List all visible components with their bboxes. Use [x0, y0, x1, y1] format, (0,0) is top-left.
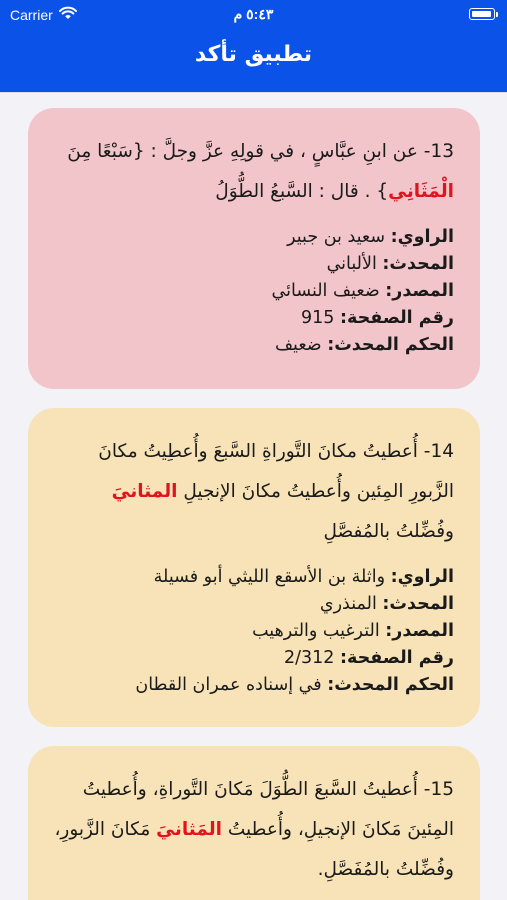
hadith-meta	[54, 564, 454, 699]
hadith-text: 14- أُعطيتُ مكانَ التَّوراةِ السَّبعَ وأُعطِيتُ مكانَ الزَّبورِ المِئين وأُعطيتُ مكانَ الإنجيلِ المثانيَ وفُضِّلتُ بالمُفصَّلِ	[98, 441, 454, 542]
hadith-text: 15- أُعطيتُ السَّبعَ الطُّوَلَ مَكانَ التَّوراةِ، وأُعطيتُ المِئينَ مَكانَ الإنجيلِ، وأُعطيتُ المَثانيَ مَكانَ الزَّبورِ، وفُضِّلتُ بالمُفَصَّلِ.	[54, 779, 454, 880]
hadith-text: 13- عن ابنِ عبَّاسٍ ، في قولِهِ عزَّ وجلَّ : {سَبْعًا مِنَ الْمَثَانِي} . قال : السَّبعُ الطُّوَلُ	[67, 141, 454, 202]
page-row: رقم الصفحة: 915	[301, 308, 454, 328]
ruling-row: الحكم المحدث: في إسناده عمران القطان	[135, 675, 454, 695]
status-time: ٥:٤٣ م	[233, 6, 274, 22]
narrator-row: الراوي: سعيد بن جبير	[287, 227, 454, 247]
hadith-meta	[54, 224, 454, 359]
source-row: المصدر: الترغيب والترهيب	[252, 621, 454, 641]
page-row: رقم الصفحة: 2/312	[284, 648, 454, 668]
highlighted-word: المثانيَ	[111, 481, 178, 502]
highlighted-word: الْمَثَانِي	[388, 181, 454, 202]
battery-icon	[469, 8, 495, 20]
narrator-row: الراوي: واثلة بن الأسقع الليثي أبو فسيلة	[153, 567, 454, 587]
ruling-row: الحكم المحدث: ضعيف	[274, 335, 454, 355]
page-title: تطبيق تأكد	[194, 42, 313, 67]
carrier-label: Carrier	[10, 6, 53, 23]
hadith-list[interactable]	[0, 92, 507, 900]
hadith-card-13[interactable]	[28, 108, 480, 389]
source-row: المصدر: ضعيف النسائي	[271, 281, 454, 301]
status-bar	[0, 0, 507, 30]
hadith-card-15[interactable]	[28, 746, 480, 900]
muhaddith-row: المحدث: المنذري	[319, 594, 454, 614]
muhaddith-row: المحدث: الألباني	[326, 254, 454, 274]
hadith-card-14[interactable]	[28, 408, 480, 727]
navigation-bar	[0, 30, 507, 92]
highlighted-word: المَثانيَ	[156, 819, 223, 840]
